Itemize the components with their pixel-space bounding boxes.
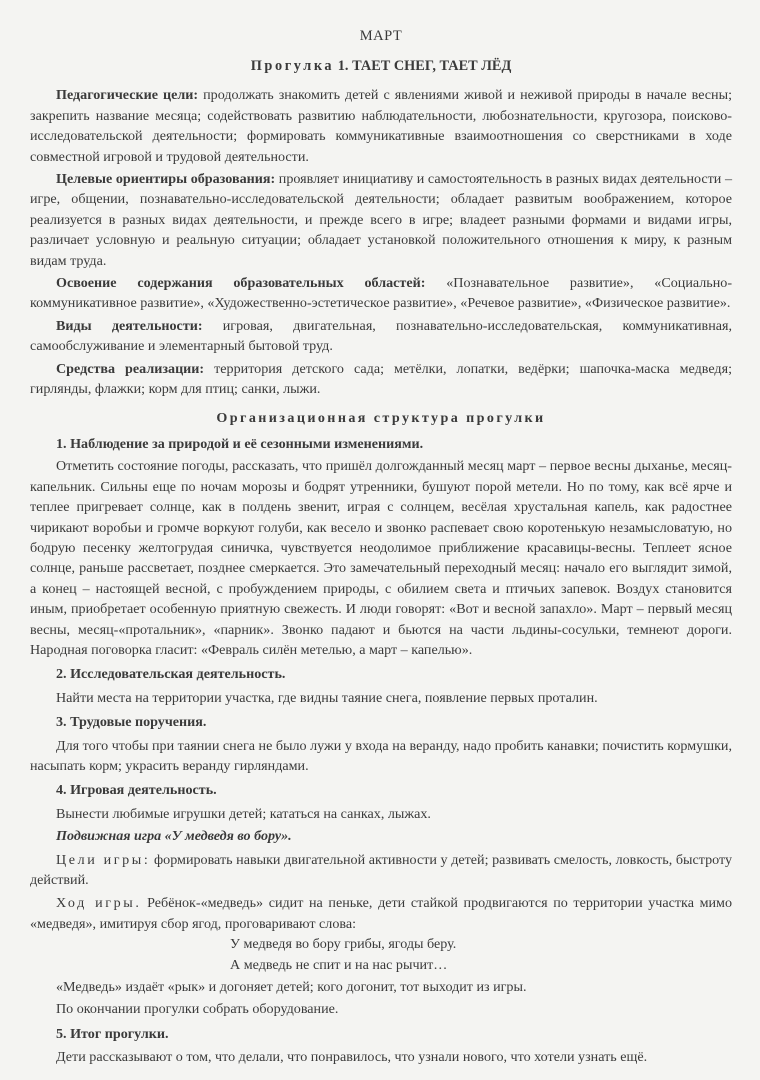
- closing-text: По окончании прогулки собрать оборудование.: [56, 1001, 339, 1018]
- verse-line: У медведя во бору грибы, ягоды беру.: [230, 936, 457, 953]
- structure-title: Организационная структура прогулки: [216, 409, 546, 426]
- walk-title-main: 1. ТАЕТ СНЕГ, ТАЕТ ЛЁД: [337, 58, 512, 74]
- section-heading: 5. Итог прогулки.: [56, 1025, 169, 1042]
- section-text: Для того чтобы при таянии снега не было лужи у входа на веранду, надо пробить канавки; почистить кормушки, насыпать корм; украсить веранду гирляндами.: [30, 737, 732, 774]
- game-goals: Цели игры: формировать навыки двигательной активности у детей; развивать смелость, ловкость, быстроту действий.: [30, 851, 732, 889]
- section-heading: 1. Наблюдение за природой и её сезонными изменениями.: [56, 435, 424, 452]
- section-text: Отметить состояние погоды, рассказать, что пришёл долгожданный месяц март – первое весны дыханье, месяц-капельник. Сильны еще по ночам морозы и бодрят утренники, бушуют порой метели. Но по тому, как всё ярче и теплее пригревает солнце, как в полдень звенит, играя с солнцем, весёлая хрустальная капель, как радостнее чирикают воробьи и громче воркуют голуби, как весело и звонко распевает свою коротенькую незамысловатую, но бодрую песенку желтогрудая синичка, чувствуется неодолимое приближение красавицы-весны. Теплеет ясное солнце, раньше рассветает, позднее смеркается. Это замечательный переходный месяц: начало его выглядит зимой, а конец – настоящей весной, с пробуждением природы, с обилием света и птичьих запевок. Воздух становится иным, приобретает особенную приятную свежесть. И люди говорят: «Вот и весной запахло». Март – первый месяц весны, месяц-«протальник», «парник». Звонко падают и бьются на части льдины-сосульки, темнеют дороги. Народная поговорка гласит: «Февраль силён метелью, а март – капелью».: [30, 458, 732, 658]
- intro-paragraph: Средства реализации: территория детского сада; метёлки, лопатки, ведёрки; шапочка-маска медведя; гирлянды, флажки; корм для птиц; санки, лыжи.: [30, 360, 732, 398]
- game-course: Ход игры. Ребёнок-«медведь» сидит на пеньке, дети стайкой продвигаются по территории участка мимо «медведя», имитируя сбор ягод, проговаривают слова:: [30, 895, 732, 932]
- section-heading: 2. Исследовательская деятельность.: [56, 666, 286, 683]
- intro-paragraph: Педагогические цели: продолжать знакомить детей с явлениями живой и неживой природы в начале весны; закрепить название месяца; содействовать развитию наблюдательности, любознательности, кругозора, поисково-исследовательской деятельности; формировать коммуникативные взаимоотношения со сверстниками в ходе совместной игровой и трудовой деятельности.: [30, 87, 732, 165]
- game-title: Подвижная игра «У медведя во бору».: [56, 828, 292, 845]
- walk-title-prefix: Прогулка: [250, 58, 335, 74]
- section-text: Вынести любимые игрушки детей; кататься на санках, лыжах.: [56, 805, 431, 822]
- verse-line: А медведь не спит и на нас рычит…: [230, 956, 448, 973]
- intro-paragraph: Целевые ориентиры образования: проявляет инициативу и самостоятельность в разных видах деятельности – игре, общении, познавательно-исследовательской деятельности; обладает развитым воображением, которое реализуется в разных видах деятельности, и прежде всего в игре; владеет разными формами и видами игры, различает условную и реальную ситуации; обладает установкой положительного отношения к миру, к разным видам труда.: [30, 171, 732, 269]
- section-heading: 3. Трудовые поручения.: [56, 714, 207, 731]
- section-text: Дети рассказывают о том, что делали, что понравилось, что узнали нового, что хотели узнать ещё.: [56, 1049, 648, 1066]
- intro-paragraph: Освоение содержания образовательных областей: «Познавательное развитие», «Социально-коммуникативное развитие», «Художественно-эстетическое развитие», «Речевое развитие», «Физическое развитие».: [30, 275, 733, 312]
- running-head: МАРТ: [359, 28, 403, 44]
- section-heading: 4. Игровая деятельность.: [56, 782, 217, 799]
- intro-paragraph: Виды деятельности: игровая, двигательная, познавательно-исследовательская, коммуникативная, самообслуживание и элементарный бытовой труд.: [30, 317, 733, 355]
- game-ending: «Медведь» издаёт «рык» и догоняет детей; кого догонит, тот выходит из игры.: [56, 979, 527, 996]
- walk-title: [30, 56, 732, 76]
- section-text: Найти места на территории участка, где видны таяние снега, появление первых проталин.: [56, 689, 598, 706]
